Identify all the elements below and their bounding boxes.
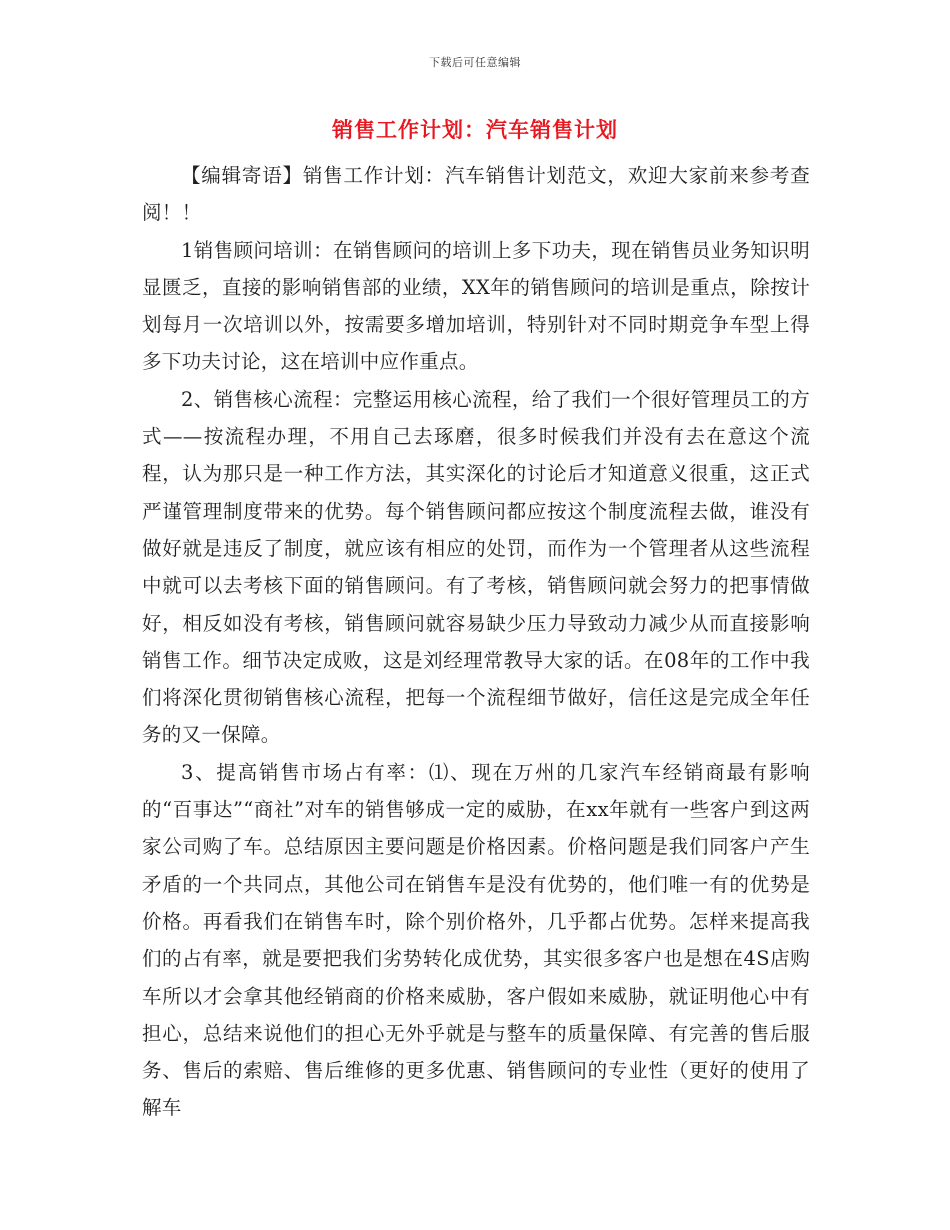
paragraph-sales-training: 1销售顾问培训：在销售顾问的培训上多下功夫，现在销售员业务知识明显匮乏，直接的影响销售部的业绩，XX年的销售顾问的培训是重点，除按计划每月一次培训以外，按需要多增加培训，特别针对不同时期竞争车型上得多下功夫讨论，这在培训中应作重点。 xyxy=(142,238,810,374)
paragraph-editor-note: 【编辑寄语】销售工作计划：汽车销售计划范文，欢迎大家前来参考查阅！！ xyxy=(142,164,810,225)
paragraph-core-process: 2、销售核心流程：完整运用核心流程，给了我们一个很好管理员工的方式——按流程办理，不用自己去琢磨，很多时候我们并没有去在意这个流程，认为那只是一种工作方法，其实深化的讨论后才知道意义很重，这正式严谨管理制度带来的优势。每个销售顾问都应按这个制度流程去做，谁没有做好就是违反了制度，就应该有相应的处罚，而作为一个管理者从这些流程中就可以去考核下面的销售顾问。有了考核，销售顾问就会努力的把事情做好，相反如没有考核，销售顾问就容易缺少压力导致动力减少从而直接影响销售工作。细节决定成败，这是刘经理常教导大家的话。在08年的工作中我们将深化贯彻销售核心流程，把每一个流程细节做好，信任这是完成全年任务的又一保障。 xyxy=(142,387,810,747)
paragraph-market-share: 3、提高销售市场占有率：⑴、现在万州的几家汽车经销商最有影响的“百事达”“商社”对车的销售够成一定的威胁，在xx年就有一些客户到这两家公司购了车。总结原因主要问题是价格因素。价格问题是我们同客户产生矛盾的一个共同点，其他公司在销售车是没有优势的，他们唯一有的优势是价格。再看我们在销售车时，除个别价格外，几乎都占优势。怎样来提高我们的占有率，就是要把我们劣势转化成优势，其实很多客户也是想在4S店购车所以才会拿其他经销商的价格来威胁，客户假如来威胁，就证明他心中有担心，总结来说他们的担心无外乎就是与整车的质量保障、有完善的售后服务、售后的索赔、售后维修的更多优惠、销售顾问的专业性（更好的使用了解车 xyxy=(142,760,810,1120)
document-title: 销售工作计划：汽车销售计划 xyxy=(332,117,618,142)
document-body xyxy=(142,157,810,1127)
header-note: 下载后可任意编辑 xyxy=(429,56,521,69)
